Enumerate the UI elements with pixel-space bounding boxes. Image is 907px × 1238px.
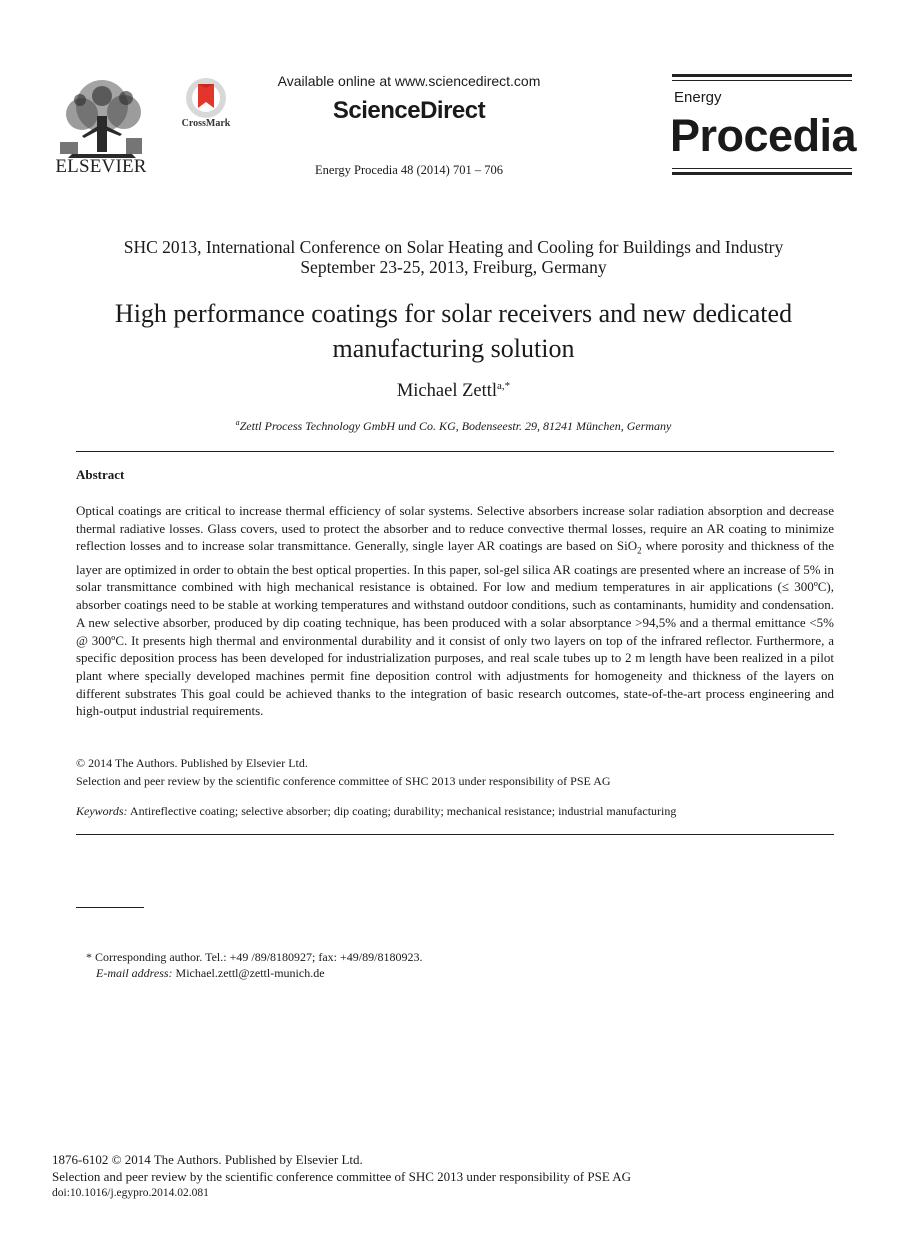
sciencedirect-logo: ScienceDirect (332, 97, 486, 124)
corresponding-author: * Corresponding author. Tel.: +49 /89/8180927; fax: +49/89/8180923. (86, 950, 423, 964)
abstract-body (76, 502, 834, 720)
publisher-name: ELSEVIER (55, 156, 147, 177)
divider-bottom (76, 834, 834, 835)
affiliation (40, 418, 867, 434)
author-line (40, 380, 867, 402)
crossmark-label: CrossMark (181, 118, 231, 129)
email-line (96, 966, 325, 981)
available-online-text: Available online at www.sciencedirect.com (277, 73, 541, 89)
footer-issn: 1876-6102 © 2014 The Authors. Published by Elsevier Ltd. (52, 1152, 363, 1167)
footnote-rule (76, 907, 144, 908)
peer-review-line: Selection and peer review by the scientific conference committee of SHC 2013 under responsibility of PSE AG (76, 774, 611, 788)
author-marks: a,* (497, 380, 511, 392)
footer-doi[interactable]: doi:10.1016/j.egypro.2014.02.081 (52, 1187, 209, 1199)
affiliation-mark: a (235, 418, 240, 427)
abstract-subscript: 2 (637, 546, 642, 556)
conference-line-1: SHC 2013, International Conference on Solar Heating and Cooling for Buildings and Industry (123, 237, 784, 257)
abstract-text-part-1: Optical coatings are critical to increase thermal efficiency of solar systems. Selective absorbers increase solar radiation absorption and decrease thermal radiative losses. Glass covers, used to protect the absorber and to reduce convective thermal losses, require an AR coating to minimize reflection losses and to increase solar transmittance. Generally, single layer AR coatings are based on SiO (76, 503, 834, 554)
divider-top (76, 451, 834, 452)
email-label: E-mail address: (96, 966, 173, 980)
abstract-heading: Abstract (76, 467, 125, 482)
journal-name-small: Energy (674, 89, 722, 106)
author-name: Michael Zettl (396, 381, 498, 402)
affiliation-text: Zettl Process Technology GmbH und Co. KG, Bodenseestr. 29, 81241 München, Germany (239, 419, 672, 433)
footer-peer-review: Selection and peer review by the scientific conference committee of SHC 2013 under responsibility of PSE AG (52, 1169, 632, 1184)
conference-line-2: September 23-25, 2013, Freiburg, Germany (300, 257, 607, 277)
paper-title: High performance coatings for solar receivers and new dedicated manufacturing solution (114, 299, 793, 363)
email-address[interactable]: Michael.zettl@zettl-munich.de (172, 966, 325, 980)
keywords-label: Keywords: (76, 804, 128, 818)
abstract-text-part-2: where porosity and thickness of the layer are optimized in order to obtain the best optical properties. In this paper, sol-gel silica AR coatings are presented where an increase of 5% in solar transmittance combined with high mechanical resistance is obtained. For low and medium temperatures in air applications (≤ 300ºC), absorber coatings need to be stable at working temperatures and withstand outdoor conditions, such as contaminants, humidity and condensation. A new selective absorber, produced by dip coating technique, has been produced with a solar absorptance >94,5% and a thermal emittance <5% @ 300ºC. It presents high thermal and environmental durability and it consist of only two layers on top of the infrared reflector. Furthermore, a specific deposition process has been developed for industrialization purposes, and real scale tubes up to 2 m length have been realized in a pilot plant where specially developed machines permit fine deposition control with adjustments for homogeneity and thickness of the layers on different substrates This goal could be achieved thanks to the integration of basic research outcomes, state-of-the-art process engineering and high-output industrial requirements. (76, 538, 834, 719)
journal-reference: Energy Procedia 48 (2014) 701 – 706 (315, 163, 503, 177)
keywords-text: Antireflective coating; selective absorber; dip coating; durability; mechanical resistance; industrial manufacturing (127, 804, 677, 818)
keywords (76, 804, 676, 819)
copyright-line: © 2014 The Authors. Published by Elsevier Ltd. (76, 756, 308, 770)
journal-name-large: Procedia (670, 110, 857, 161)
